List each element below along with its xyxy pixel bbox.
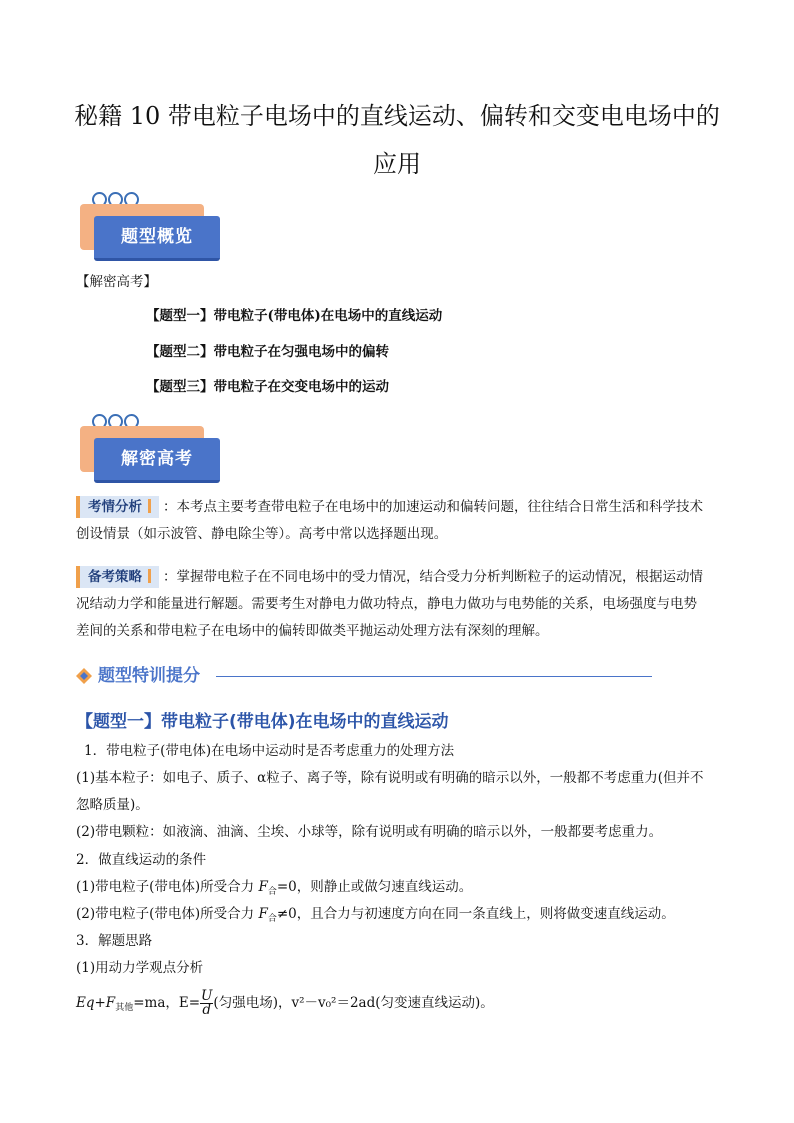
fraction-u-over-d: $\frac{U}{d}$ [201, 988, 213, 1018]
overview-item-2: 【题型二】带电粒子在匀强电场中的偏转 [146, 344, 389, 360]
title-line-2: 应用 [373, 150, 421, 178]
divider [216, 676, 652, 677]
title-line-1: 秘籍 10 带电粒子电场中的直线运动、偏转和交变电电场中的 [74, 102, 720, 130]
exam-badge-label: 解密高考 [94, 438, 220, 483]
content-line-6: (1)带电粒子(带电体)所受合力 $F_合=0$，则静止或做匀速直线运动。 [76, 879, 473, 897]
strategy-paragraph [76, 564, 724, 645]
content-line-8: 3．解题思路 [76, 933, 153, 949]
overview-badge [80, 192, 222, 264]
content-line-7: (2)带电粒子(带电体)所受合力 $F_合\ne 0$，且合力与初速度方向在同一条直线上，则将做变速直线运动。 [76, 906, 675, 924]
overview-badge-label: 题型概览 [94, 216, 220, 261]
training-header [76, 664, 576, 688]
overview-heading: 【解密高考】 [76, 274, 157, 290]
strategy-text-2: 况结动力学和能量进行解题。需要考生对静电力做功特点，静电力做功与电势能的关系，电场强度与电势 [76, 596, 697, 612]
analysis-paragraph [76, 494, 724, 548]
analysis-tag: 考情分析 [76, 496, 159, 518]
analysis-text-2: 创设情景（如示波管、静电除尘等）。高考中常以选择题出现。 [76, 526, 448, 542]
content-line-3: 忽略质量)。 [76, 797, 149, 813]
formula-line: $Eq+F_{其他}=ma$，E= $\frac{U}{d}$ (匀强电场)，v²－v₀²＝2ad(匀变速直线运动)。 [76, 988, 494, 1018]
exam-badge [80, 414, 222, 486]
overview-item-3: 【题型三】带电粒子在交变电场中的运动 [146, 379, 389, 395]
overview-item-1: 【题型一】带电粒子(带电体)在电场中的直线运动 [146, 308, 443, 324]
strategy-text-3: 差间的关系和带电粒子在电场中的偏转即做类平抛运动处理方法有深刻的理解。 [76, 623, 549, 639]
section-1-title: 【题型一】带电粒子(带电体)在电场中的直线运动 [76, 712, 449, 732]
content-line-4: (2)带电颗粒：如液滴、油滴、尘埃、小球等，除有说明或有明确的暗示以外，一般都要考虑重力。 [76, 824, 663, 840]
content-line-1: 1．带电粒子(带电体)在电场中运动时是否考虑重力的处理方法 [84, 743, 455, 759]
content-line-5: 2．做直线运动的条件 [76, 852, 207, 868]
strategy-text-1: ：掌握带电粒子在不同电场中的受力情况，结合受力分析判断粒子的运动情况，根据运动情 [163, 569, 703, 585]
analysis-text-1: ：本考点主要考查带电粒子在电场中的加速运动和偏转问题，往往结合日常生活和科学技术 [163, 499, 703, 515]
training-header-label: 题型特训提分 [98, 666, 200, 686]
strategy-tag: 备考策略 [76, 566, 159, 588]
content-line-2: (1)基本粒子：如电子、质子、α粒子、离子等，除有说明或有明确的暗示以外，一般都不考虑重力(但并不 [76, 770, 704, 786]
content-line-9: (1)用动力学观点分析 [76, 960, 204, 976]
page-title [60, 92, 734, 188]
diamond-icon [76, 668, 92, 684]
